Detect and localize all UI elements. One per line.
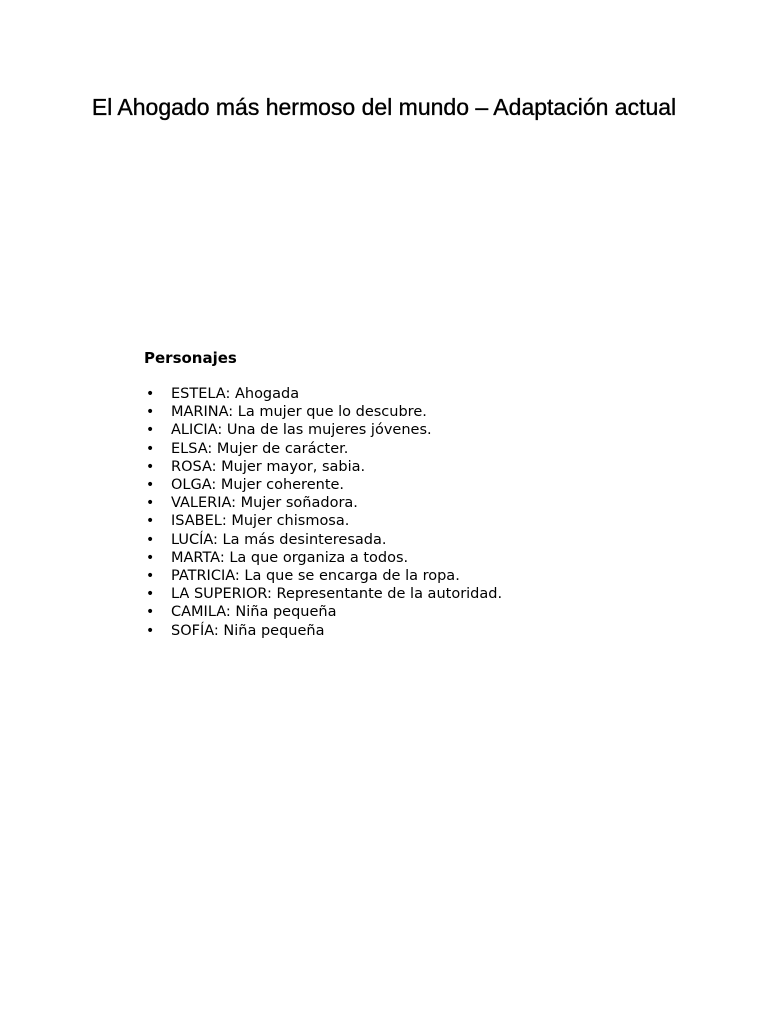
bullet-icon: • (146, 440, 155, 457)
character-entry: MARINA: La mujer que lo descubre. (171, 404, 427, 421)
document-title: El Ahogado más hermoso del mundo – Adaptación actual (91, 94, 677, 120)
list-item (144, 385, 502, 403)
bullet-icon: • (146, 458, 155, 475)
list-item (144, 585, 502, 603)
character-entry: ROSA: Mujer mayor, sabia. (171, 458, 366, 475)
bullet-icon: • (146, 422, 155, 439)
list-item (144, 440, 502, 458)
list-item (144, 476, 502, 494)
list-item (144, 494, 502, 512)
list-item (144, 567, 502, 585)
bullet-icon: • (146, 604, 155, 621)
section-heading-personajes: Personajes (144, 349, 237, 367)
list-item (144, 603, 502, 621)
character-entry: SOFÍA: Niña pequeña (171, 622, 325, 639)
list-item (144, 549, 502, 567)
character-entry: OLGA: Mujer coherente. (171, 477, 345, 494)
character-entry: ALICIA: Una de las mujeres jóvenes. (171, 422, 432, 439)
character-entry: ELSA: Mujer de carácter. (171, 440, 349, 457)
bullet-icon: • (146, 386, 155, 402)
bullet-icon: • (146, 404, 155, 421)
bullet-icon: • (146, 622, 155, 639)
bullet-icon: • (146, 495, 155, 512)
character-entry: PATRICIA: La que se encarga de la ropa. (171, 568, 460, 585)
character-entry: LA SUPERIOR: Representante de la autoridad. (171, 586, 503, 603)
bullet-icon: • (146, 477, 155, 494)
list-item (144, 531, 502, 549)
bullet-icon: • (146, 568, 155, 585)
character-entry: VALERIA: Mujer soñadora. (171, 495, 358, 512)
character-entry: MARTA: La que organiza a todos. (171, 549, 409, 566)
list-item (144, 403, 502, 421)
list-item (144, 458, 502, 476)
bullet-icon: • (146, 513, 155, 530)
bullet-icon: • (146, 549, 155, 566)
list-item (144, 512, 502, 530)
character-list (144, 385, 502, 640)
list-item (144, 622, 502, 640)
list-item (144, 421, 502, 439)
bullet-icon: • (146, 531, 155, 548)
character-entry: CAMILA: Niña pequeña (171, 604, 337, 621)
character-entry: ESTELA: Ahogada (171, 386, 300, 402)
character-entry: ISABEL: Mujer chismosa. (171, 513, 350, 530)
character-entry: LUCÍA: La más desinteresada. (171, 531, 387, 548)
bullet-icon: • (146, 586, 155, 603)
